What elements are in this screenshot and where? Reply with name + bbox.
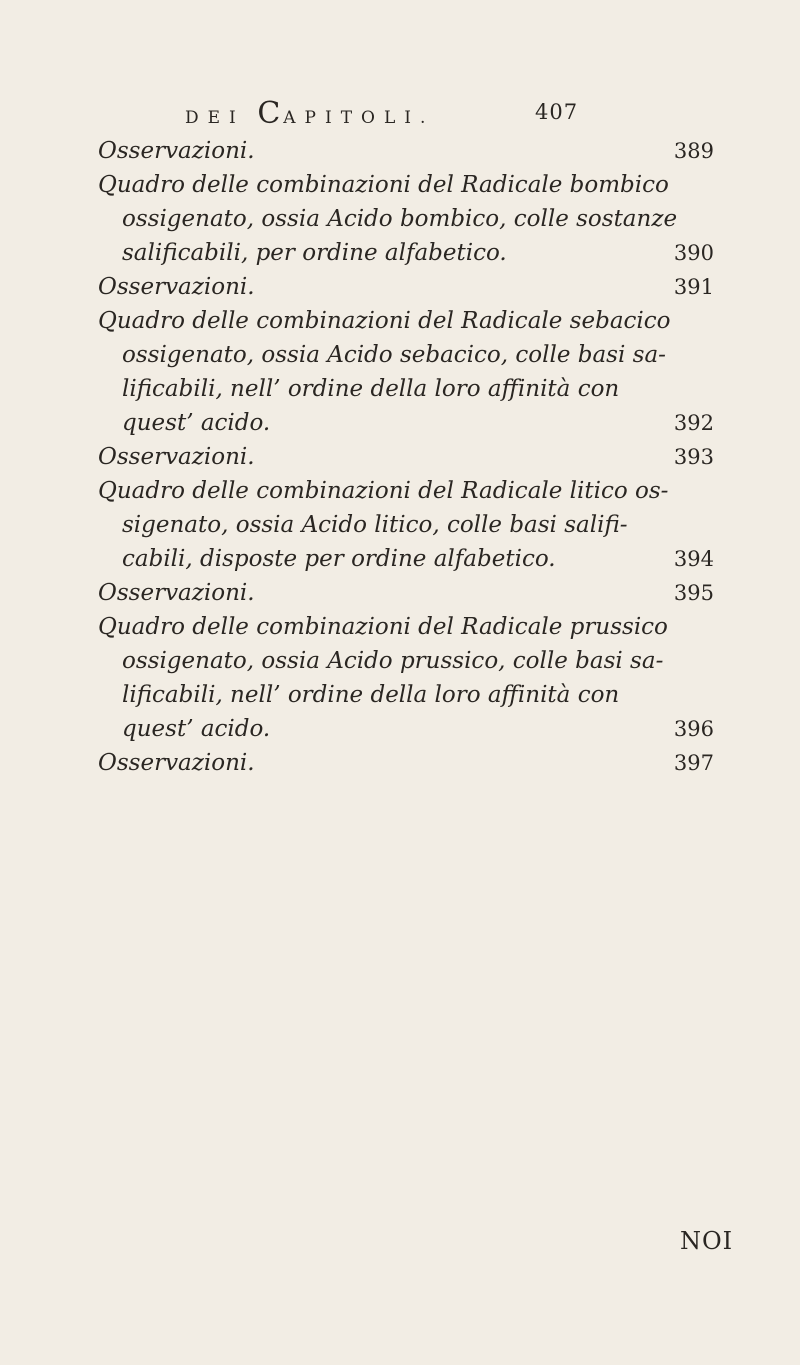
toc-entry-line: cabili, disposte per ordine alfabetico. [122, 546, 556, 572]
toc-entry-line: Osservazioni. [98, 750, 255, 776]
toc-entry-line: ossigenato, ossia Acido sebacico, colle basi sa- [122, 342, 666, 368]
toc-page-number: 389 [673, 139, 714, 163]
toc-entry-line: Quadro delle combinazioni del Radicale prussico [98, 614, 668, 640]
toc-entry-line: ossigenato, ossia Acido bombico, colle sostanze [122, 206, 678, 232]
toc-entry [98, 576, 714, 610]
table-of-contents [98, 134, 714, 780]
toc-entry-line: ossigenato, ossia Acido prussico, colle basi sa- [122, 648, 664, 674]
header-page-number: 407 [535, 100, 579, 124]
toc-entry-line: Osservazioni. [98, 274, 255, 300]
toc-entry [98, 440, 714, 474]
running-header [185, 96, 745, 131]
toc-page-number: 394 [673, 547, 714, 571]
toc-entry [98, 168, 714, 270]
toc-entry-line: Osservazioni. [98, 444, 255, 470]
toc-entry-line: lificabili, nell’ ordine della loro affinità con [122, 376, 620, 402]
toc-entry-line: lificabili, nell’ ordine della loro affinità con [122, 682, 620, 708]
toc-page-number: 391 [673, 275, 714, 299]
toc-page-number: 390 [673, 241, 714, 265]
toc-entry [98, 270, 714, 304]
header-title-initial: C [257, 96, 284, 131]
toc-page-number: 393 [673, 445, 714, 469]
toc-entry-line: Osservazioni. [98, 580, 255, 606]
toc-entry-line: quest’ acido. [122, 716, 271, 742]
toc-entry-line: Osservazioni. [98, 138, 255, 164]
toc-entry [98, 610, 714, 746]
header-title-rest: APITOLI. [283, 108, 435, 128]
toc-entry [98, 304, 714, 440]
toc-entry-line: Quadro delle combinazioni del Radicale litico os- [98, 478, 669, 504]
toc-entry [98, 474, 714, 576]
toc-entry-line: Quadro delle combinazioni del Radicale bombico [98, 172, 669, 198]
toc-entry-line: Quadro delle combinazioni del Radicale sebacico [98, 308, 671, 334]
toc-entry-line: salificabili, per ordine alfabetico. [122, 240, 507, 266]
toc-page-number: 397 [673, 751, 714, 775]
toc-entry [98, 746, 714, 780]
header-prefix: DEI [185, 108, 245, 128]
toc-page-number: 395 [673, 581, 714, 605]
toc-entry-line: sigenato, ossia Acido litico, colle basi salifi- [122, 512, 628, 538]
toc-entry-line: quest’ acido. [122, 410, 271, 436]
toc-entry [98, 134, 714, 168]
toc-page-number: 392 [673, 411, 714, 435]
toc-page-number: 396 [673, 717, 714, 741]
catchword: NOI [680, 1227, 734, 1255]
